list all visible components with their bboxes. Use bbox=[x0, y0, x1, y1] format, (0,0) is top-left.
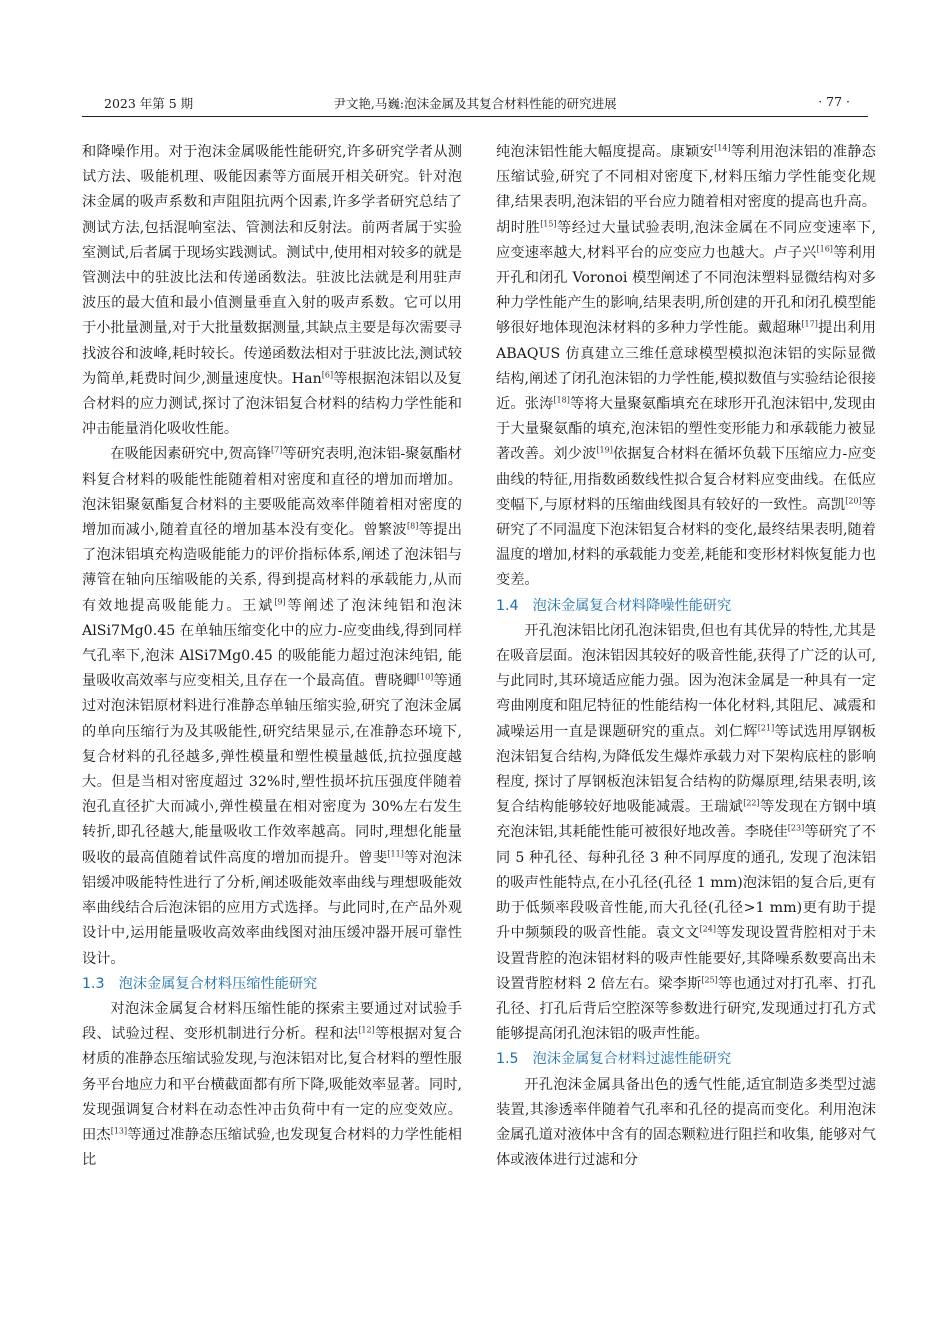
paragraph: 和降噪作用。对于泡沫金属吸能性能研究,许多研究学者从测试方法、吸能机理、吸能因素等方面展开相关研究。针对泡沫金属的吸声系数和声阻阻抗两个因素,许多学者研究总结了测试方法,包括混响室法、管测法和反射法。前两者属于实验室测试,后者属于现场实践测试。测试中,使用相对较多的就是管测法中的驻波比法和传递函数法。驻波比法就是利用驻声波压的最大值和最小值测量垂直入射的吸声系数。它可以用于小批量测量,对于大批量数据测量,其缺点主要是每次需要寻找波谷和波峰,耗时较长。传递函数法相对于驻波比法,测试较为简单,耗费时间少,测量速度快。Han[6]等根据泡沫铝以及复合材料的应力测试,探讨了泡沫铝复合材料的结构力学性能和冲击能量消化吸收性能。 bbox=[82, 144, 462, 438]
citation: [9] bbox=[274, 596, 286, 606]
paragraph: 纯泡沫铝性能大幅度提高。康颖安[14]等利用泡沫铝的准静态压缩试验,研究了不同相对密度下,材料压缩力学性能变化规律,结果表明,泡沫铝的平台应力随着相对密度的提高也升高。胡时胜[15]等经过大量试验表明,泡沫金属在不同应变速率下,应变速率越大,材料平台的应变应力也越大。卢子兴[16]等利用开孔和闭孔 Voronoi 模型阐述了不同泡沫塑料显微结构对多种力学性能产生的影响,结果表明,所创建的开孔和闭孔模型能够很好地体现泡沫材料的多种力学性能。戴超琳[17]提出利用 ABAQUS 仿真建立三维任意球模型模拟泡沫铝的实际显微结构,阐述了闭孔泡沫铝的力学性能,模拟数值与实验结论很接近。张涛[18]等将大量聚氨酯填充在球形开孔泡沫铝中,发现由于大量聚氨酯的填充,泡沫铝的塑性变形能力和承载能力被显著改善。刘少波[19]依据复合材料在循坏负载下压缩应力-应变曲线的特征,用指数函数线性拟合复合材料应变曲线。在低应变幅下,与原材料的压缩曲线图具有较好的一致性。高凯[20]等研究了不同温度下泡沫铝复合材料的变化,最终结果表明,随着温度的增加,材料的承载能力变差,耗能和变形材料恢复能力也变差。 bbox=[496, 143, 876, 589]
paragraph: 在吸能因素研究中,贺高锋[7]等研究表明,泡沫铝-聚氨酯材料复合材料的吸能性能随着相对密度和直径的增加而增加。泡沫铝聚氨酯复合材料的主要吸能高效率伴随着相对密度的增加而减小,随着直径的增加基本没有变化。曾繁波[8]等提出了泡沫铝填充构造吸能能力的评价指标体系,阐述了泡沫铝与薄管在轴向压缩吸能的关系, 得到提高材料的承载能力,从而有效地提高吸能能力。王斌[9]等阐述了泡沫纯铝和泡沫 AlSi7Mg0.45 在单轴压缩变化中的应力-应变曲线,得到同样气孔率下,泡沫 AlSi7Mg0.45 的吸能能力超过泡沫纯铝, 能量吸收高效率与应变相关,且存在一个最高值。曹晓卿[10]等通过对泡沫铝原材料进行准静态单轴压缩实验,研究了泡沫金属的单向压缩行为及其吸能性,研究结果显示,在准静态环境下,复合材料的孔径越多,弹性模量和塑性模量越低,抗拉强度越大。但是当相对密度超过 32%时,塑性损坏抗压强度伴随着泡孔直径扩大而减小,弹性模量在相对密度为 30%左右发生转折,即孔径越大,能量吸收工作效率越高。同时,理想化能量吸收的最高值随着试件高度的增加而提升。曾斐[11]等对泡沫铝缓冲吸能特性进行了分析,阐述吸能效率曲线与理想吸能效率曲线结合后泡沫铝的应用方式选择。与此同时,在产品外观设计中,运用能量吸收高效率曲线图对油压缓冲器开展可靠性设计。 bbox=[82, 445, 462, 967]
citation: [22] bbox=[743, 798, 760, 808]
citation: [13] bbox=[110, 1126, 128, 1136]
running-header bbox=[82, 92, 868, 117]
citation: [6] bbox=[321, 370, 334, 380]
citation: [12] bbox=[358, 1025, 375, 1035]
citation: [7] bbox=[271, 445, 283, 455]
citation: [11] bbox=[387, 848, 404, 858]
section-heading-1-5: 1.5 泡沫金属复合材料过滤性能研究 bbox=[496, 1051, 732, 1068]
paragraph: 开孔泡沫金属具备出色的透气性能,适宜制造多类型过滤装置,其渗透率伴随着气孔率和孔径的提高而变化。利用泡沫金属孔道对液体中含有的固态颗粒进行阻拦和收集, 能够对气体或液体进行过滤和分 bbox=[496, 1076, 876, 1169]
citation: [18] bbox=[553, 395, 570, 405]
paragraph: 对泡沫金属复合材料压缩性能的探索主要通过对试验手段、试验过程、变形机制进行分析。程和法[12]等根据对复合材质的准静态压缩试验发现,与泡沫铝对比,复合材料的塑性服务平台地应力和平台横截面都有所下降,吸能效率显著。同时,发现强调复合材料在动态性冲击负荷中有一定的应变效应。田杰[13]等通过准静态压缩试验,也发现复合材料的力学性能相比 bbox=[82, 1000, 462, 1169]
article-title: 尹文艳,马巍:泡沫金属及其复合材料性能的研究进展 bbox=[333, 96, 617, 111]
right-column bbox=[496, 140, 876, 1173]
journal-issue: 2023 年第 5 期 bbox=[104, 96, 194, 111]
citation: [8] bbox=[407, 521, 419, 531]
citation: [25] bbox=[701, 974, 718, 984]
citation: [17] bbox=[801, 319, 818, 329]
citation: [24] bbox=[699, 924, 717, 934]
section-heading-1-4: 1.4 泡沫金属复合材料降噪性能研究 bbox=[496, 597, 732, 614]
citation: [19] bbox=[596, 445, 613, 455]
citation: [16] bbox=[816, 244, 833, 254]
citation: [15] bbox=[540, 218, 557, 228]
citation: [20] bbox=[845, 496, 862, 506]
citation: [21] bbox=[757, 722, 775, 732]
left-column bbox=[82, 140, 462, 1173]
page-number: · 77 · bbox=[818, 94, 850, 109]
citation: [10] bbox=[416, 672, 434, 682]
citation: [23] bbox=[787, 823, 805, 833]
citation: [14] bbox=[714, 143, 731, 153]
section-heading-1-3: 1.3 泡沫金属复合材料压缩性能研究 bbox=[82, 975, 318, 992]
paragraph: 开孔泡沫铝比闭孔泡沫铝贵,但也有其优异的特性,尤其是在吸音层面。泡沫铝因其较好的吸音性能,获得了广泛的认可,与此同时,其环境适应能力强。因为泡沫金属是一种具有一定弯曲刚度和阻尼特征的性能结构一体化材料,其阻尼、减震和减噪运用一直是课题研究的重点。刘仁辉[21]等试选用厚钢板泡沫铝复合结构,为降低发生爆炸承载力对下架构底柱的影响程度, 探讨了厚钢板泡沫铝复合结构的防爆原理,结果表明,该复合结构能够较好地吸能减震。王瑞斌[22]等发现在方钢中填充泡沫铝,其耗能性能可被很好地改善。李晓佳[23]等研究了不同 5 种孔径、每种孔径 3 种不同厚度的通孔, 发现了泡沫铝的吸声性能特点,在小孔径(孔径 1 mm)泡沫铝的复合后,更有助于低频率段吸音性能,而大孔径(孔径>1 mm)更有助于提升中频频段的吸音性能。袁文文[24]等发现设置背腔相对于未设置背腔的泡沫铝材料的吸声性能要好,其降噪系数要高出未设置背腔材料 2 倍左右。梁李斯[25]等也通过对打孔率、打孔孔径、打孔后背后空腔深等参数进行研究,发现通过打孔方式能够提高闭孔泡沫铝的吸声性能。 bbox=[496, 622, 876, 1043]
